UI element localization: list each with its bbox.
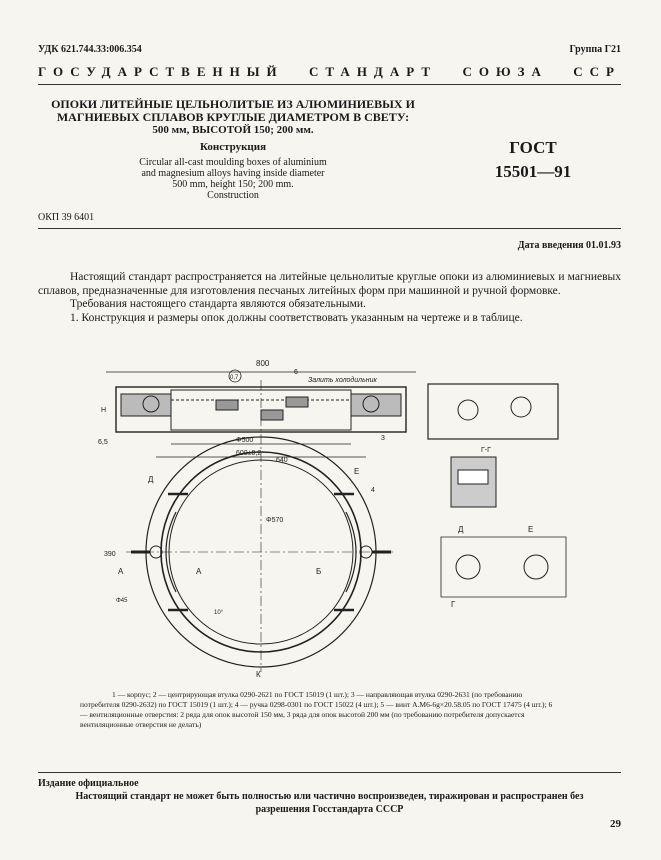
drawing-legend <box>80 690 560 730</box>
title-ru-subtitle: Конструкция <box>199 141 267 153</box>
title-en-line-2: and magnesium alloys having inside diameter <box>141 168 325 179</box>
view-mark-d: Д <box>148 475 154 484</box>
header-divider <box>38 84 621 85</box>
title-ru-line-1: ОПОКИ ЛИТЕЙНЫЕ ЦЕЛЬНОЛИТЫЕ ИЗ АЛЮМИНИЕВЫХ И <box>51 97 415 111</box>
title-divider <box>38 228 621 229</box>
copyright-notice <box>38 790 621 816</box>
view-e-detail: Е <box>528 525 534 534</box>
title-ru-line-2: МАГНИЕВЫХ СПЛАВОВ КРУГЛЫЕ ДИАМЕТРОМ В СВЕТУ: <box>56 110 410 124</box>
legend-text: 1 — корпус; 2 — центрирующая втулка 0290-2621 по ГОСТ 15019 (1 шт.); 3 — направляющая втулка 0290-2631 (по требованию потребителя 0290-2632) по ГОСТ 15019 (1 шт.); 4 — ручка 0298-0301 по ГОСТ 15022 (4 шт.); 5 — винт А.М6-6g×20.58.05 по ГОСТ 17475 (4 шт.); 6 — вентиляционные отверстия: 2 ряда для опок высотой 150 мм, 3 ряда для опок высотой 200 мм (по требованию потребителя допускается вентиляционные отверстия не делать) <box>80 690 553 729</box>
okp-code: ОКП 39 6401 <box>38 212 95 223</box>
state-standard-banner: ГОСУДАРСТВЕННЫЙ СТАНДАРТ СОЮЗА ССР <box>38 64 621 79</box>
title-en-line-1: Circular all-cast moulding boxes of aluminium <box>139 157 327 168</box>
section-view <box>106 372 416 672</box>
callout-6: 6 <box>294 369 298 376</box>
view-mark-k: К <box>256 670 261 679</box>
gost-designation <box>478 136 588 184</box>
view-d-detail: Д <box>458 525 464 534</box>
title-en-line-4: Construction <box>207 190 259 201</box>
detail-views <box>428 384 566 597</box>
body-text <box>38 271 621 325</box>
notice-line-2: разрешения Госстандарта СССР <box>255 804 404 815</box>
dim-500: Φ500 <box>236 437 254 444</box>
paragraph-requirements: Требования настоящего стандарта являются обязательными. <box>70 298 366 310</box>
dim-640-label: 640 <box>276 457 288 464</box>
dim-h: H <box>101 407 107 414</box>
note-pour-chill: Залить холодильник <box>308 377 377 384</box>
section-mark-a-right: А <box>196 567 202 576</box>
view-mark-e: Е <box>354 467 360 476</box>
document-title <box>38 98 428 201</box>
notice-line-1: Настоящий стандарт не может быть полностью или частично воспроизведен, тиражирован и распространен без <box>75 791 584 802</box>
title-en-line-3: 500 mm, height 150; 200 mm. <box>172 179 294 190</box>
dim-6-5: 6,5 <box>98 439 108 446</box>
section-g-g: Г-Г <box>481 447 491 454</box>
group-code: Группа Г21 <box>569 44 621 55</box>
gost-label: ГОСТ <box>509 138 557 157</box>
dim-800: 800 <box>256 359 270 368</box>
section-mark-g: Г <box>451 600 456 609</box>
dim-570: Φ570 <box>266 517 284 524</box>
udk-code: УДК 621.744.33:006.354 <box>38 44 142 55</box>
section-mark-b: Б <box>316 567 322 576</box>
callout-4: 4 <box>371 487 375 494</box>
title-en <box>38 157 428 201</box>
footer-divider <box>38 772 621 773</box>
technical-drawing <box>96 352 576 682</box>
gost-number: 15501—91 <box>494 162 572 181</box>
callout-3: 3 <box>381 435 385 442</box>
dim-600: 600±0,2 <box>236 450 262 457</box>
dim-45: Φ45 <box>116 598 128 604</box>
callout-0-7: 0,7 <box>230 375 239 381</box>
paragraph-construction: 1. Конструкция и размеры опок должны соответствовать указанным на чертеже и в таблице. <box>70 311 523 324</box>
page-number: 29 <box>610 818 621 830</box>
paragraph-scope: Настоящий стандарт распространяется на литейные цельнолитые круглые опоки из алюминиевых и магниевых сплавов, предназначенные для изготовления песчаных литейных форм при машинной и ручной формовке. <box>38 271 621 297</box>
section-mark-a-left: А <box>118 567 124 576</box>
edition-label: Издание официальное <box>38 778 139 789</box>
title-ru-line-3: 500 мм, ВЫСОТОЙ 150; 200 мм. <box>152 124 314 136</box>
dim-390: 390 <box>104 551 116 558</box>
dim-10-deg: 10° <box>214 610 224 616</box>
intro-date: Дата введения 01.01.93 <box>517 240 621 251</box>
